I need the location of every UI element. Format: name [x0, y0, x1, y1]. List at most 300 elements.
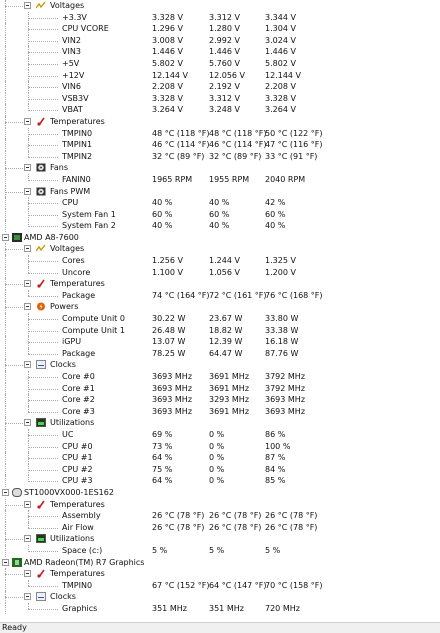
sensor-group-row[interactable] — [0, 533, 440, 545]
tree-guide-line — [5, 255, 6, 267]
tree-guide-line — [5, 209, 6, 221]
status-bar — [0, 622, 440, 633]
sensor-row[interactable] — [0, 441, 440, 453]
sensor-label: Cores — [62, 256, 85, 266]
voltage-icon — [36, 244, 46, 253]
sensor-max: 2.208 V — [265, 82, 296, 92]
sensor-row[interactable] — [0, 371, 440, 383]
tree-connector — [28, 145, 58, 146]
sensor-label: Core #2 — [62, 395, 95, 405]
sensor-row[interactable] — [0, 603, 440, 615]
tree-guide-line — [5, 475, 6, 487]
tree-connector — [28, 354, 58, 355]
group-label: Temperatures — [50, 499, 105, 509]
device-row[interactable] — [0, 487, 440, 499]
collapse-toggle-icon[interactable] — [2, 489, 9, 496]
tree-connector — [28, 134, 58, 135]
sensor-group-row[interactable] — [0, 0, 440, 12]
sensor-min: 64.47 W — [209, 348, 243, 358]
sensor-value: 351 MHz — [152, 603, 187, 613]
sensor-min: 351 MHz — [209, 603, 244, 613]
utilization-icon — [36, 534, 46, 543]
tree-guide-line — [5, 70, 6, 82]
tree-guide-line — [5, 580, 6, 592]
collapse-toggle-icon[interactable] — [24, 419, 31, 426]
group-label: Temperatures — [50, 279, 105, 289]
tree-guide-line — [5, 290, 6, 302]
tree-connector — [28, 99, 58, 100]
tree-guide-line — [5, 441, 6, 453]
tree-connector — [28, 586, 58, 587]
collapse-toggle-icon[interactable] — [24, 501, 31, 508]
sensor-max: 5 % — [265, 545, 281, 555]
tree-connector — [28, 447, 58, 448]
tree-connector — [28, 377, 58, 378]
sensor-row[interactable] — [0, 267, 440, 279]
tree-guide-line — [5, 35, 6, 47]
sensor-max: 12.144 V — [265, 70, 302, 80]
tree-guide-line — [5, 313, 6, 325]
sensor-row[interactable] — [0, 406, 440, 418]
sensor-row[interactable] — [0, 70, 440, 82]
group-label: Fans PWM — [50, 186, 91, 196]
sensor-row[interactable] — [0, 522, 440, 534]
collapse-toggle-icon[interactable] — [24, 188, 31, 195]
sensor-label: CPU #1 — [62, 453, 93, 463]
sensor-label: VIN6 — [62, 82, 81, 92]
collapse-toggle-icon[interactable] — [24, 280, 31, 287]
sensor-value: 78.25 W — [152, 348, 186, 358]
collapse-toggle-icon[interactable] — [2, 234, 9, 241]
tree-connector — [28, 273, 58, 274]
group-label: Powers — [50, 302, 79, 312]
sensor-value: 1.296 V — [152, 24, 183, 34]
sensor-row[interactable] — [0, 197, 440, 209]
tree-guide-line — [5, 128, 6, 140]
sensor-value: 2.208 V — [152, 82, 183, 92]
collapse-toggle-icon[interactable] — [24, 535, 31, 542]
sensor-label: TMPIN0 — [62, 580, 93, 590]
sensor-row[interactable] — [0, 209, 440, 221]
sensor-max: 87.76 W — [265, 348, 299, 358]
tree-connector — [5, 574, 23, 575]
tree-guide-line — [5, 429, 6, 441]
gpu-icon — [12, 558, 22, 567]
sensor-value: 46 °C (114 °F) — [152, 140, 210, 150]
sensor-value: 40 % — [152, 198, 173, 208]
sensor-min: 1955 RPM — [209, 174, 250, 184]
sensor-min: 1.244 V — [209, 256, 240, 266]
sensor-label: TMPIN2 — [62, 151, 93, 161]
tree-guide-line — [5, 406, 6, 418]
sensor-value: 73 % — [152, 441, 173, 451]
tree-connector — [5, 122, 23, 123]
tree-connector — [28, 261, 58, 262]
sensor-row[interactable] — [0, 325, 440, 337]
sensor-row[interactable] — [0, 394, 440, 406]
thermometer-icon — [36, 569, 46, 578]
tree-guide-line — [5, 12, 6, 24]
sensor-max: 3.344 V — [265, 12, 296, 22]
sensor-min: 72 °C (161 °F) — [209, 290, 267, 300]
sensor-label: CPU #2 — [62, 464, 93, 474]
sensor-value: 67 °C (152 °F) — [152, 580, 210, 590]
device-label: AMD Radeon(TM) R7 Graphics — [24, 557, 145, 567]
tree-connector — [5, 505, 23, 506]
sensor-min: 60 % — [209, 209, 230, 219]
tree-guide-line — [5, 139, 6, 151]
sensor-min: 3691 MHz — [209, 383, 250, 393]
sensor-label: System Fan 1 — [62, 209, 116, 219]
sensor-value: 1.446 V — [152, 47, 183, 57]
sensor-min: 5.760 V — [209, 58, 240, 68]
sensor-label: Package — [62, 348, 96, 358]
tree-guide-line — [5, 58, 6, 70]
tree-guide-line — [5, 510, 6, 522]
sensor-value: 3.264 V — [152, 105, 183, 115]
sensor-min: 18.82 W — [209, 325, 243, 335]
tree-connector — [28, 64, 58, 65]
tree-connector — [28, 110, 58, 111]
sensor-value: 60 % — [152, 209, 173, 219]
sensor-row[interactable] — [0, 58, 440, 70]
tree-guide-line — [5, 267, 6, 279]
tree-connector — [5, 249, 23, 250]
tree-guide-line — [5, 325, 6, 337]
tree-connector — [28, 180, 58, 181]
group-label: Utilizations — [50, 418, 95, 428]
sensor-label: CPU #3 — [62, 476, 93, 486]
tree-guide-line — [5, 371, 6, 383]
device-label: ST1000VX000-1ES162 — [24, 487, 114, 497]
sensor-group-row[interactable] — [0, 186, 440, 198]
tree-connector — [28, 296, 58, 297]
sensor-value: 3.328 V — [152, 93, 183, 103]
voltage-icon — [36, 1, 46, 10]
sensor-min: 40 % — [209, 198, 230, 208]
group-label: Voltages — [50, 1, 85, 10]
tree-connector — [28, 87, 58, 88]
sensor-max: 84 % — [265, 464, 286, 474]
tree-guide-line — [5, 104, 6, 116]
sensor-max: 85 % — [265, 476, 286, 486]
sensor-min: 0 % — [209, 429, 225, 439]
tree-connector — [28, 481, 58, 482]
tree-connector — [5, 192, 23, 193]
sensor-label: Space (c:) — [62, 545, 103, 555]
sensor-row[interactable] — [0, 383, 440, 395]
sensor-row[interactable] — [0, 290, 440, 302]
tree-connector — [28, 18, 58, 19]
sensor-value: 75 % — [152, 464, 173, 474]
sensor-min: 3691 MHz — [209, 406, 250, 416]
sensor-min: 23.67 W — [209, 314, 243, 324]
group-label: Temperatures — [50, 569, 105, 579]
tree-guide-line — [5, 81, 6, 93]
sensor-label: Air Flow — [62, 522, 94, 532]
sensor-row[interactable] — [0, 151, 440, 163]
tree-connector — [28, 342, 58, 343]
sensor-value: 3693 MHz — [152, 406, 193, 416]
tree-guide-line — [5, 394, 6, 406]
sensor-max: 3.024 V — [265, 35, 296, 45]
sensor-label: VIN2 — [62, 35, 81, 45]
sensor-label: VSB3V — [62, 93, 89, 103]
sensor-min: 26 °C (78 °F) — [209, 511, 262, 521]
sensor-min: 3.312 V — [209, 12, 240, 22]
sensor-label: VIN3 — [62, 47, 81, 57]
sensor-min: 0 % — [209, 476, 225, 486]
device-row[interactable] — [0, 557, 440, 569]
tree-connector — [5, 6, 23, 7]
sensor-value: 5 % — [152, 545, 168, 555]
sensor-max: 70 °C (158 °F) — [265, 580, 323, 590]
sensor-min: 0 % — [209, 464, 225, 474]
sensor-max: 1.325 V — [265, 256, 296, 266]
collapse-toggle-icon[interactable] — [24, 118, 31, 125]
sensor-row[interactable] — [0, 429, 440, 441]
sensor-max: 2040 RPM — [265, 174, 306, 184]
sensor-row[interactable] — [0, 139, 440, 151]
sensor-min: 26 °C (78 °F) — [209, 522, 262, 532]
sensor-row[interactable] — [0, 220, 440, 232]
sensor-max: 16.18 W — [265, 337, 299, 347]
tree-connector — [28, 516, 58, 517]
tree-connector — [5, 307, 23, 308]
sensor-label: Assembly — [62, 511, 101, 521]
sensor-row[interactable] — [0, 128, 440, 140]
sensor-label: +5V — [62, 58, 80, 68]
sensor-row[interactable] — [0, 255, 440, 267]
tree-connector — [28, 528, 58, 529]
tree-connector — [28, 52, 58, 53]
sensor-group-row[interactable] — [0, 278, 440, 290]
sensor-group-row[interactable] — [0, 417, 440, 429]
sensor-value: 13.07 W — [152, 337, 186, 347]
sensor-value: 30.22 W — [152, 314, 186, 324]
tree-connector — [5, 539, 23, 540]
thermometer-icon — [36, 500, 46, 509]
group-label: Clocks — [50, 360, 76, 370]
sensor-min: 3.248 V — [209, 105, 240, 115]
device-row[interactable] — [0, 232, 440, 244]
sensor-row[interactable] — [0, 348, 440, 360]
sensor-value: 74 °C (164 °F) — [152, 290, 210, 300]
sensor-max: 40 % — [265, 221, 286, 231]
sensor-row[interactable] — [0, 23, 440, 35]
sensor-label: Core #3 — [62, 406, 95, 416]
sensor-max: 50 °C (122 °F) — [265, 128, 323, 138]
group-label: Voltages — [50, 244, 85, 254]
sensor-max: 3693 MHz — [265, 406, 306, 416]
sensor-row[interactable] — [0, 545, 440, 557]
sensor-row[interactable] — [0, 336, 440, 348]
sensor-max: 76 °C (168 °F) — [265, 290, 323, 300]
sensor-group-row[interactable] — [0, 591, 440, 603]
tree-connector — [28, 319, 58, 320]
sensor-label: CPU #0 — [62, 441, 93, 451]
sensor-value: 3693 MHz — [152, 395, 193, 405]
sensor-row[interactable] — [0, 452, 440, 464]
group-label: Fans — [50, 163, 69, 173]
sensor-max: 33.38 W — [265, 325, 299, 335]
tree-guide-line — [5, 336, 6, 348]
sensor-max: 5.802 V — [265, 58, 296, 68]
sensor-label: +3.3V — [62, 12, 87, 22]
collapse-toggle-icon[interactable] — [24, 361, 31, 368]
sensor-value: 1.256 V — [152, 256, 183, 266]
group-label: Utilizations — [50, 534, 95, 544]
device-label: AMD A8-7600 — [24, 232, 79, 242]
sensor-label: TMPIN0 — [62, 128, 93, 138]
sensor-label: +12V — [62, 70, 85, 80]
sensor-max: 3.328 V — [265, 93, 296, 103]
fan-icon — [36, 187, 46, 196]
sensor-value: 48 °C (118 °F) — [152, 128, 210, 138]
sensor-min: 48 °C (118 °F) — [209, 128, 267, 138]
tree-guide-line — [5, 23, 6, 35]
sensor-value: 12.144 V — [152, 70, 189, 80]
sensor-label: Compute Unit 1 — [62, 325, 125, 335]
sensor-max: 3792 MHz — [265, 372, 306, 381]
clock-icon — [36, 592, 46, 601]
sensor-min: 1.056 V — [209, 267, 240, 277]
sensor-value: 3.328 V — [152, 12, 183, 22]
sensor-row[interactable] — [0, 580, 440, 592]
tree-guide-line — [5, 174, 6, 186]
sensor-row[interactable] — [0, 104, 440, 116]
sensor-min: 0 % — [209, 441, 225, 451]
tree-connector — [5, 168, 23, 169]
sensor-label: Package — [62, 290, 96, 300]
sensor-row[interactable] — [0, 510, 440, 522]
sensor-min: 64 °C (147 °F) — [209, 580, 267, 590]
tree-guide-line — [5, 197, 6, 209]
sensor-row[interactable] — [0, 174, 440, 186]
collapse-toggle-icon[interactable] — [24, 303, 31, 310]
sensor-max: 87 % — [265, 453, 286, 463]
sensor-value: 64 % — [152, 476, 173, 486]
sensor-row[interactable] — [0, 46, 440, 58]
tree-connector — [28, 41, 58, 42]
sensor-value: 26 °C (78 °F) — [152, 511, 205, 521]
sensor-value: 1.100 V — [152, 267, 183, 277]
collapse-toggle-icon[interactable] — [24, 570, 31, 577]
sensor-max: 3693 MHz — [265, 395, 306, 405]
sensor-value: 26.48 W — [152, 325, 186, 335]
sensor-min: 3691 MHz — [209, 372, 250, 381]
tree-guide-line — [5, 545, 6, 557]
sensor-value: 32 °C (89 °F) — [152, 151, 205, 161]
tree-connector — [28, 470, 58, 471]
sensor-max: 60 % — [265, 209, 286, 219]
tree-guide-line — [5, 93, 6, 105]
collapse-toggle-icon[interactable] — [24, 245, 31, 252]
sensor-row[interactable] — [0, 93, 440, 105]
tree-guide-line — [5, 452, 6, 464]
tree-guide-line — [5, 151, 6, 163]
sensor-value: 5.802 V — [152, 58, 183, 68]
sensor-max: 42 % — [265, 198, 286, 208]
sensor-min: 1.446 V — [209, 47, 240, 57]
sensor-group-row[interactable] — [0, 301, 440, 313]
tree-connector — [28, 400, 58, 401]
sensor-max: 100 % — [265, 441, 291, 451]
sensor-label: Uncore — [62, 267, 91, 277]
sensor-label: TMPIN1 — [62, 140, 93, 150]
sensor-label: iGPU — [62, 337, 82, 347]
utilization-icon — [36, 418, 46, 427]
tree-connector — [28, 412, 58, 413]
sensor-max: 3.264 V — [265, 105, 296, 115]
sensor-group-row[interactable] — [0, 116, 440, 128]
sensor-group-row[interactable] — [0, 243, 440, 255]
tree-connector — [28, 458, 58, 459]
sensor-row[interactable] — [0, 313, 440, 325]
sensor-row[interactable] — [0, 12, 440, 24]
clock-icon — [36, 360, 46, 369]
sensor-min: 2.992 V — [209, 35, 240, 45]
cpu-chip-icon — [12, 233, 22, 242]
sensor-row[interactable] — [0, 81, 440, 93]
tree-connector — [5, 284, 23, 285]
hard-drive-icon — [12, 488, 22, 497]
sensor-value: 26 °C (78 °F) — [152, 522, 205, 532]
sensor-row[interactable] — [0, 35, 440, 47]
sensor-min: 12.056 V — [209, 70, 246, 80]
power-icon — [36, 302, 46, 311]
tree-connector — [28, 203, 58, 204]
sensor-max: 1.446 V — [265, 47, 296, 57]
collapse-toggle-icon[interactable] — [24, 2, 31, 9]
sensor-min: 1.280 V — [209, 24, 240, 34]
thermometer-icon — [36, 279, 46, 288]
collapse-toggle-icon[interactable] — [2, 559, 9, 566]
sensor-label: VBAT — [62, 105, 83, 115]
sensor-label: Core #0 — [62, 372, 95, 381]
sensor-row[interactable] — [0, 475, 440, 487]
tree-connector — [28, 76, 58, 77]
sensor-group-row[interactable] — [0, 499, 440, 511]
collapse-toggle-icon[interactable] — [24, 164, 31, 171]
tree-guide-line — [5, 464, 6, 476]
tree-guide-line — [5, 46, 6, 58]
sensor-label: UC — [62, 429, 74, 439]
sensor-row[interactable] — [0, 464, 440, 476]
sensor-label: CPU VCORE — [62, 24, 109, 34]
sensor-min: 2.192 V — [209, 82, 240, 92]
sensor-max: 33.80 W — [265, 314, 299, 324]
sensor-value: 1965 RPM — [152, 174, 193, 184]
tree-connector — [28, 609, 58, 610]
sensor-label: Core #1 — [62, 383, 95, 393]
sensor-group-row[interactable] — [0, 568, 440, 580]
tree-connector — [28, 157, 58, 158]
tree-guide-line — [5, 383, 6, 395]
tree-guide-line — [5, 348, 6, 360]
sensor-value: 64 % — [152, 453, 173, 463]
sensor-group-row[interactable] — [0, 359, 440, 371]
tree-connector — [28, 226, 58, 227]
sensor-group-row[interactable] — [0, 162, 440, 174]
sensor-label: System Fan 2 — [62, 221, 116, 231]
sensor-value: 3693 MHz — [152, 383, 193, 393]
sensor-max: 26 °C (78 °F) — [265, 511, 318, 521]
sensor-label: FANIN0 — [62, 174, 91, 184]
sensor-label: CPU — [62, 198, 79, 208]
collapse-toggle-icon[interactable] — [24, 593, 31, 600]
sensor-value: 40 % — [152, 221, 173, 231]
